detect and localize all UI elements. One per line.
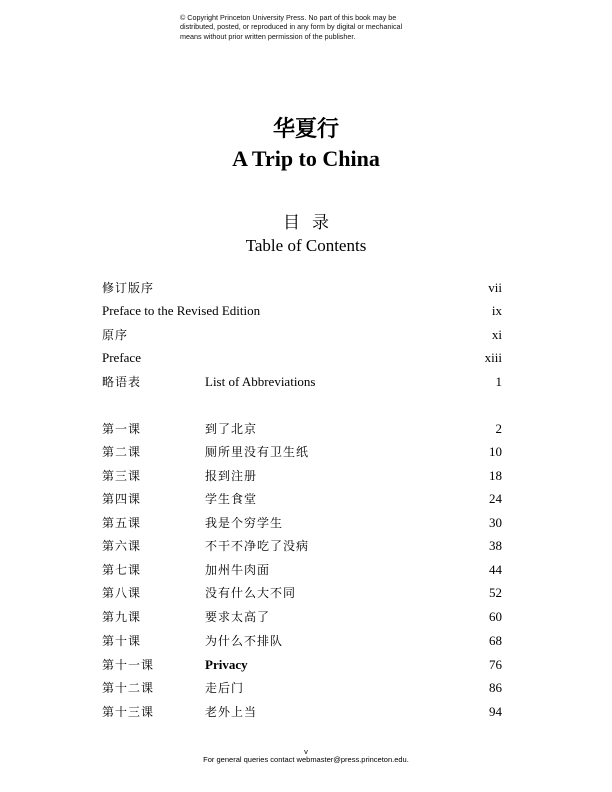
toc-entry-page: xi xyxy=(491,327,502,342)
lesson-title: 到了北京 xyxy=(205,422,258,436)
lesson-title: Privacy xyxy=(205,657,248,672)
lesson-page: 38 xyxy=(489,538,502,553)
copyright-line: distributed, posted, or reproduced in any form by digital or mechanical xyxy=(180,22,403,32)
lesson-number: 第六课 xyxy=(102,539,142,553)
toc-lesson-6[interactable] xyxy=(102,536,502,556)
lesson-title: 为什么不排队 xyxy=(205,634,284,648)
lesson-page: 52 xyxy=(489,585,502,600)
lesson-number: 第八课 xyxy=(102,586,142,600)
lesson-number: 第一课 xyxy=(102,422,142,436)
lesson-title: 没有什么大不同 xyxy=(205,586,297,600)
lesson-number: 第十课 xyxy=(102,634,142,648)
lesson-page: 76 xyxy=(489,657,502,672)
toc-lesson-13[interactable] xyxy=(102,702,502,722)
lesson-number: 第九课 xyxy=(102,610,142,624)
lesson-page: 68 xyxy=(489,633,502,648)
lesson-title: 厕所里没有卫生纸 xyxy=(205,445,310,459)
copyright-notice xyxy=(180,13,450,41)
lesson-number: 第二课 xyxy=(102,445,142,459)
lesson-title: 要求太高了 xyxy=(205,610,271,624)
toc-entry-revised-preface[interactable] xyxy=(102,301,502,321)
lesson-title: 我是个穷学生 xyxy=(205,516,284,530)
toc-lesson-9[interactable] xyxy=(102,607,502,627)
lesson-title: 老外上当 xyxy=(205,705,258,719)
lesson-page: 2 xyxy=(495,421,502,436)
toc-entry-page: ix xyxy=(491,303,502,318)
lesson-title: 报到注册 xyxy=(205,469,258,483)
toc-lesson-8[interactable] xyxy=(102,583,502,603)
toc-lesson-4[interactable] xyxy=(102,489,502,509)
toc-entry-page: vii xyxy=(488,280,502,295)
toc-lesson-12[interactable] xyxy=(102,678,502,698)
toc-entry-label: 原序 xyxy=(102,328,129,342)
lesson-page: 24 xyxy=(489,491,502,506)
lesson-title: 走后门 xyxy=(205,681,245,695)
toc-entry-label-english: List of Abbreviations xyxy=(205,374,316,389)
toc-entry-label: 修订版序 xyxy=(102,281,155,295)
lesson-page: 30 xyxy=(489,515,502,530)
lesson-number: 第七课 xyxy=(102,563,142,577)
lesson-title: 不干不净吃了没病 xyxy=(205,539,310,553)
toc-lesson-1[interactable] xyxy=(102,419,502,439)
book-title-english: A Trip to China xyxy=(232,146,380,171)
toc-lesson-3[interactable] xyxy=(102,466,502,486)
lesson-page: 18 xyxy=(489,468,502,483)
toc-entry-original-preface-cn[interactable] xyxy=(102,325,502,345)
copyright-line: © Copyright Princeton University Press. No part of this book may be xyxy=(180,13,397,22)
lesson-page: 86 xyxy=(489,680,502,695)
toc-entry-page: 1 xyxy=(495,374,502,389)
footer-contact: For general queries contact webmaster@press.princeton.edu. xyxy=(203,755,409,764)
lesson-number: 第五课 xyxy=(102,516,142,530)
lesson-number: 第三课 xyxy=(102,469,142,483)
lesson-number: 第十一课 xyxy=(102,658,155,672)
toc-lesson-7[interactable] xyxy=(102,560,502,580)
lesson-number: 第四课 xyxy=(102,492,142,506)
book-title-chinese: 华夏行 xyxy=(272,117,339,142)
toc-lesson-2[interactable] xyxy=(102,442,502,462)
page-number: v xyxy=(304,747,308,756)
lesson-number: 第十二课 xyxy=(102,681,155,695)
lesson-title: 加州牛肉面 xyxy=(205,563,271,577)
toc-entry-preface[interactable] xyxy=(102,348,502,368)
lesson-page: 94 xyxy=(489,704,502,719)
toc-entry-label: Preface to the Revised Edition xyxy=(102,303,261,318)
lesson-number: 第十三课 xyxy=(102,705,155,719)
toc-lesson-5[interactable] xyxy=(102,513,502,533)
toc-lesson-10[interactable] xyxy=(102,631,502,651)
lesson-page: 44 xyxy=(489,562,502,577)
toc-entry-label: 略语表 xyxy=(102,375,142,389)
contents-heading-chinese: 目录 xyxy=(283,213,341,233)
toc-entry-label: Preface xyxy=(102,350,141,365)
toc-entry-page: xiii xyxy=(484,350,502,365)
contents-heading-english: Table of Contents xyxy=(245,236,367,255)
lesson-page: 10 xyxy=(489,444,502,459)
toc-entry-revised-preface-cn[interactable] xyxy=(102,278,502,298)
copyright-line: means without prior written permission of the publisher. xyxy=(180,31,356,41)
lesson-title: 学生食堂 xyxy=(205,492,258,506)
lesson-page: 60 xyxy=(489,609,502,624)
toc-lesson-11[interactable] xyxy=(102,655,502,675)
toc-entry-abbreviations[interactable] xyxy=(102,372,502,392)
